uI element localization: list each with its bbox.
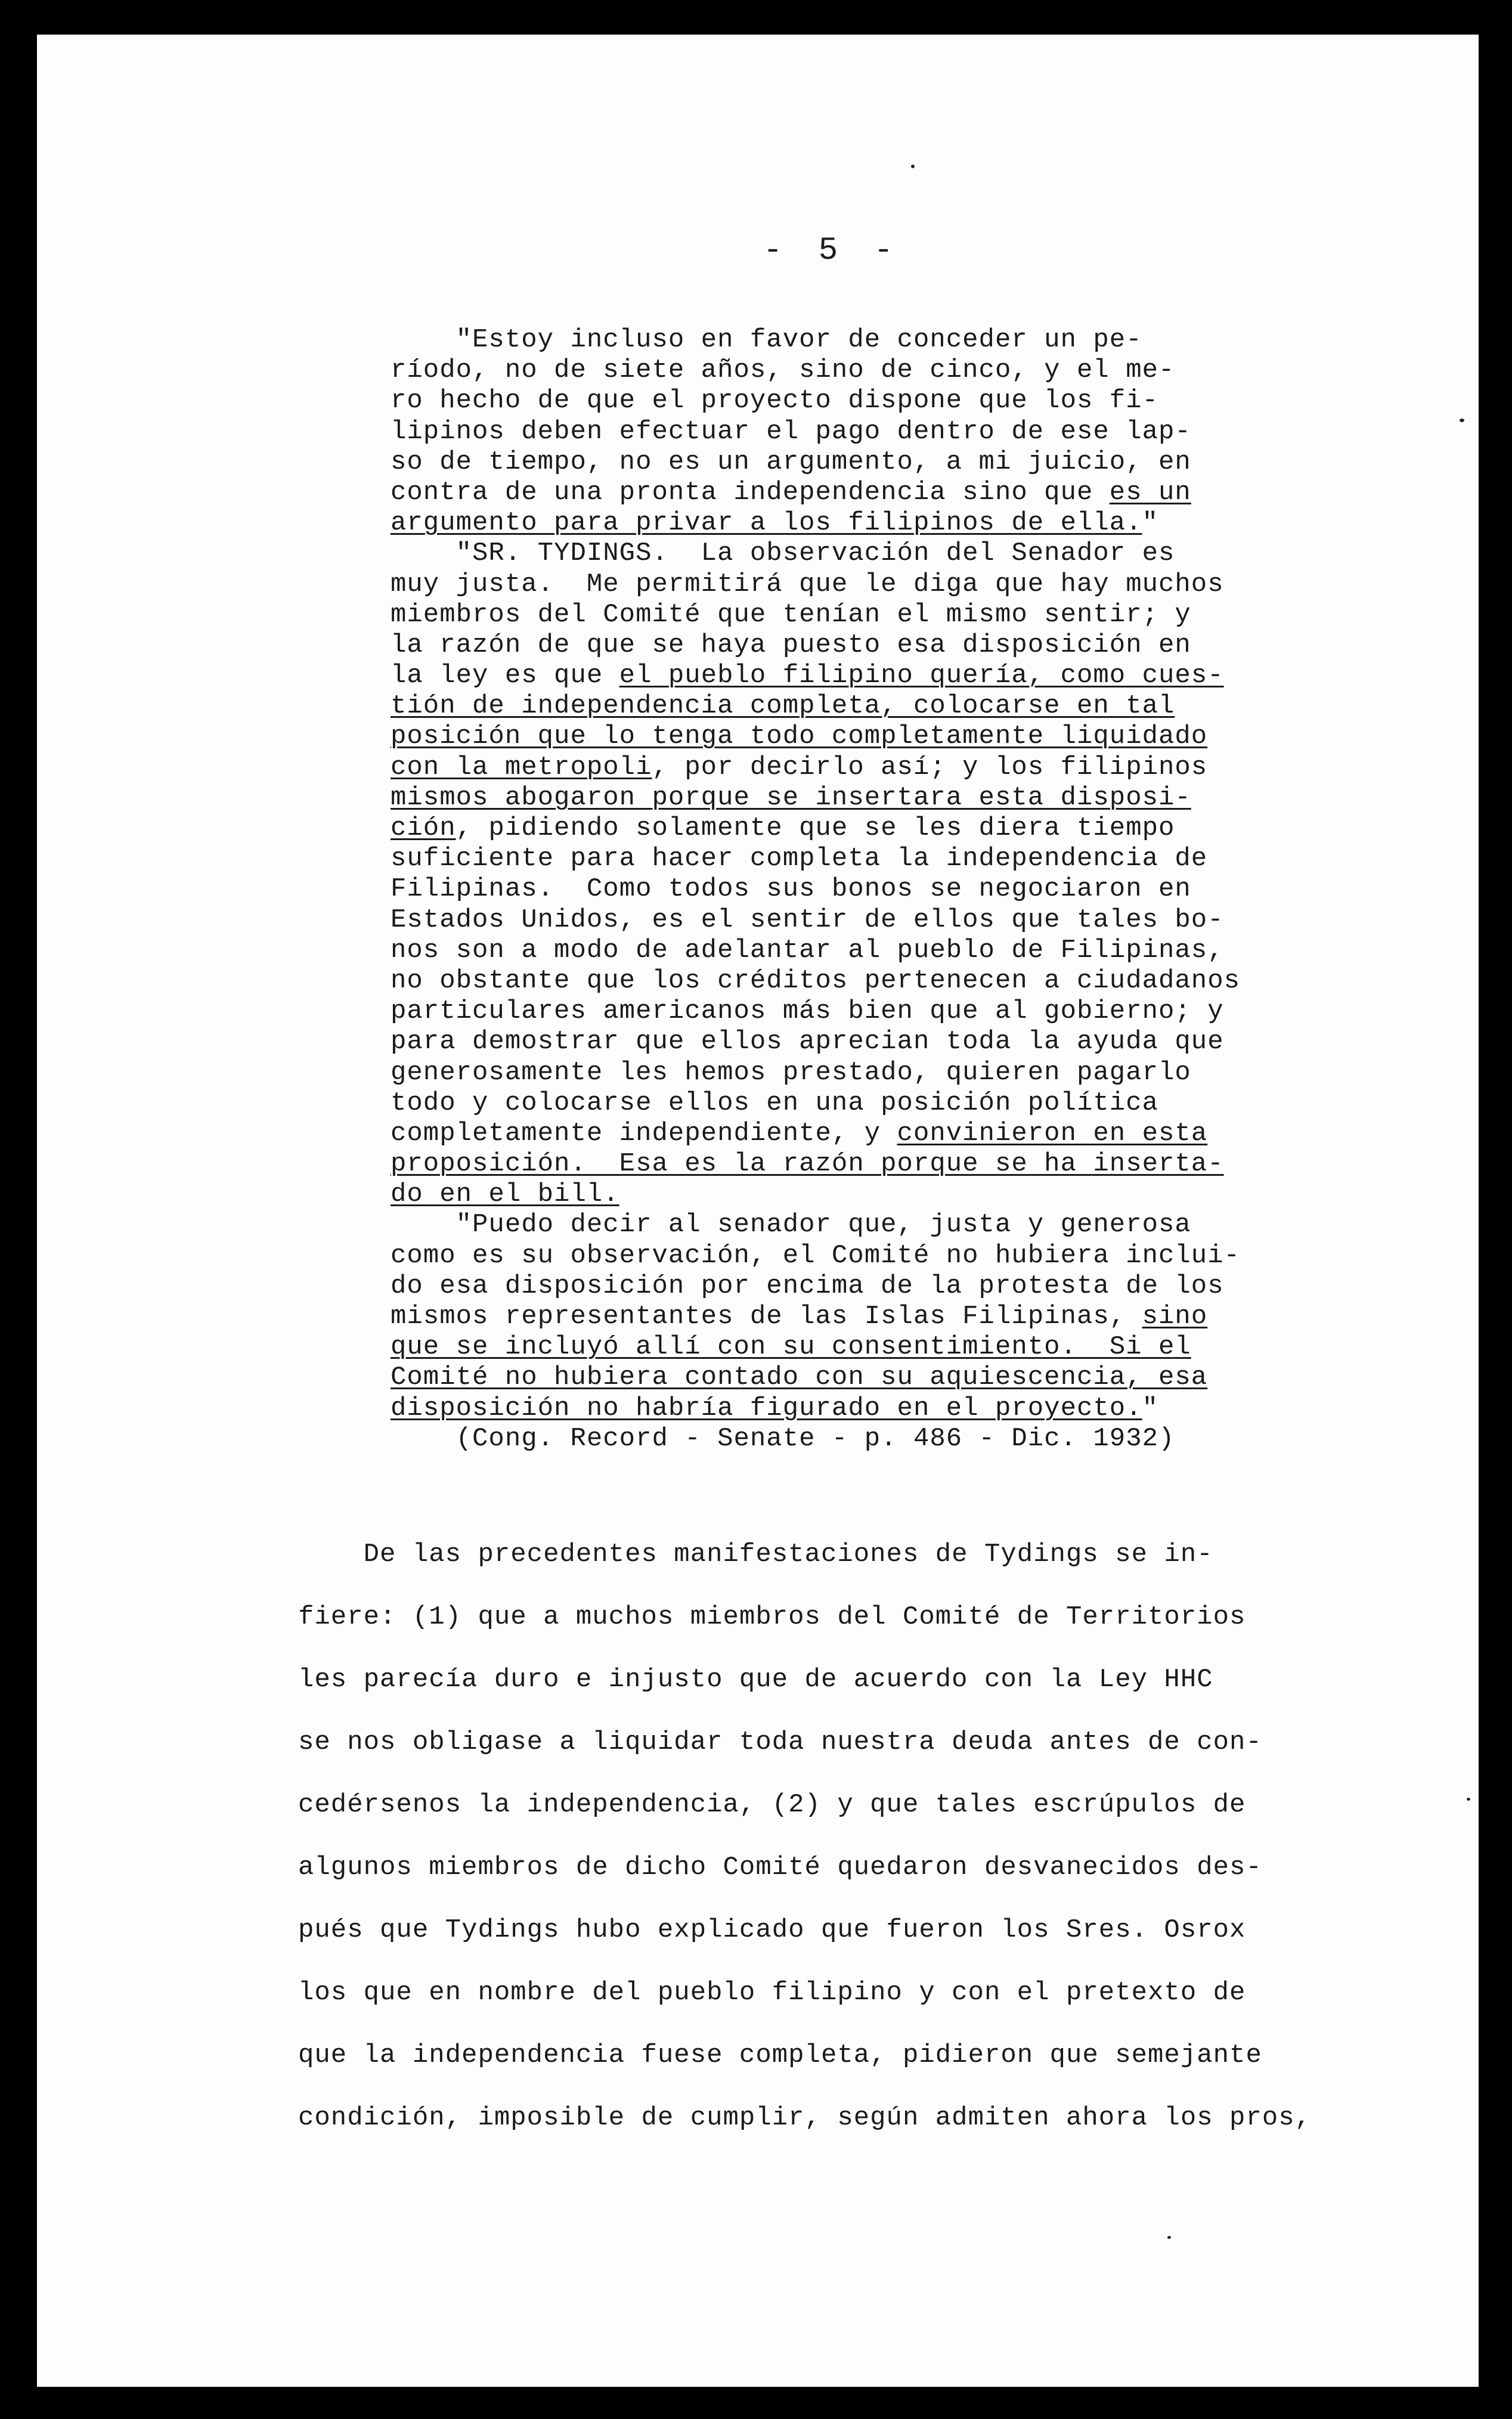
quote-line [391, 1302, 1333, 1332]
quote-line [391, 569, 1333, 600]
quote-line [391, 355, 1333, 386]
underlined-text: que se incluyó allí con su consentimiento. Si el [391, 1332, 1191, 1362]
quote-text: contra de una pronta independencia sino que [391, 477, 1110, 507]
quote-line [391, 447, 1333, 478]
body-line: De las precedentes manifestaciones de Tydings se in- [298, 1540, 1213, 1569]
underlined-text: Comité no hubiera contado con su aquiescencia, esa [391, 1362, 1208, 1393]
quote-line [391, 1241, 1333, 1271]
underlined-text: sino [1142, 1302, 1208, 1331]
quote-text: no obstante que los créditos pertenecen a ciudadanos [391, 965, 1241, 996]
body-line: condición, imposible de cumplir, según admiten ahora los pros, [298, 2103, 1312, 2133]
body-line: se nos obligase a liquidar toda nuestra deuda antes de con- [298, 1727, 1262, 1757]
quote-line [391, 325, 1333, 355]
underlined-text: disposición no habría figurado en el proyecto. [391, 1393, 1142, 1423]
body-paragraph [298, 1523, 1359, 2149]
quote-line [391, 936, 1333, 966]
quote-line [391, 752, 1333, 783]
page-number: - 5 - [763, 233, 902, 269]
body-line: fiere: (1) que a muchos miembros del Comité de Territorios [298, 1602, 1246, 1632]
quote-text: "Estoy incluso en favor de conceder un pe- [391, 325, 1142, 355]
quote-line [391, 386, 1333, 416]
quote-text: do esa disposición por encima de la protesta de los [391, 1271, 1224, 1301]
quote-text: "Puedo decir al senador que, justa y generosa [391, 1210, 1191, 1240]
underlined-text: argumento para privar a los filipinos de ella. [391, 508, 1142, 538]
quote-text: "SR. TYDINGS. La observación del Senador es [391, 538, 1175, 569]
quote-text: la ley es que [391, 661, 619, 691]
quote-line [391, 691, 1333, 721]
quote-line [391, 1210, 1333, 1240]
underlined-text: con la metropoli [391, 752, 652, 782]
quote-line [391, 661, 1333, 691]
quote-line [391, 1027, 1333, 1057]
quote-text: nos son a modo de adelantar al pueblo de Filipinas, [391, 935, 1224, 965]
underlined-text: ción [391, 813, 456, 843]
quote-line [391, 1271, 1333, 1302]
quote-text: so de tiempo, no es un argumento, a mi juicio, en [391, 447, 1191, 477]
quote-line [391, 1119, 1333, 1149]
quote-line [391, 1393, 1333, 1424]
quote-text: la razón de que se haya puesto esa disposición en [391, 630, 1191, 660]
quote-line [391, 478, 1333, 508]
body-line: pués que Tydings hubo explicado que fueron los Sres. Osrox [298, 1915, 1246, 1945]
quote-text: lipinos deben efectuar el pago dentro de ese lap- [391, 416, 1191, 447]
quote-line [391, 600, 1333, 630]
quote-text: particulares americanos más bien que al gobierno; y [391, 996, 1224, 1027]
quote-line [391, 538, 1333, 569]
quote-text: (Cong. Record - Senate - p. 486 - Dic. 1932) [391, 1423, 1175, 1454]
quote-line [391, 1424, 1333, 1454]
underlined-text: posición que lo tenga todo completamente liquidado [391, 721, 1208, 752]
quote-line [391, 874, 1333, 905]
quote-text: Estados Unidos, es el sentir de ellos que tales bo- [391, 905, 1224, 935]
underlined-text: el pueblo filipino quería, como cues- [619, 661, 1224, 691]
quote-text: mismos representantes de las Islas Filipinas, [391, 1302, 1142, 1331]
quote-line [391, 630, 1333, 661]
body-line: cedérsenos la independencia, (2) y que tales escrúpulos de [298, 1790, 1246, 1820]
quote-line [391, 844, 1333, 874]
quote-line [391, 905, 1333, 936]
quote-line [391, 1362, 1333, 1393]
quote-line [391, 417, 1333, 447]
quote-text: como es su observación, el Comité no hubiera inclui- [391, 1240, 1241, 1271]
quote-text: ríodo, no de siete años, sino de cinco, y el me- [391, 355, 1175, 386]
quote-line [391, 508, 1333, 538]
body-line: los que en nombre del pueblo filipino y con el pretexto de [298, 1978, 1246, 2008]
quote-line [391, 1149, 1333, 1179]
senate-quote-block [391, 325, 1333, 1454]
quote-line [391, 813, 1333, 844]
body-line: que la independencia fuese completa, pidieron que semejante [298, 2040, 1262, 2070]
quote-text: " [1142, 1393, 1159, 1423]
underlined-text: proposición. Esa es la razón porque se ha inserta- [391, 1149, 1224, 1179]
quote-line [391, 996, 1333, 1027]
body-line: algunos miembros de dicho Comité quedaron desvanecidos des- [298, 1853, 1262, 1882]
quote-text: completamente independiente, y [391, 1118, 897, 1148]
body-line: les parecía duro e injusto que de acuerdo con la Ley HHC [298, 1665, 1213, 1695]
quote-text: suficiente para hacer completa la independencia de [391, 844, 1208, 874]
quote-text: todo y colocarse ellos en una posición política [391, 1088, 1159, 1118]
quote-text: ro hecho de que el proyecto dispone que los fi- [391, 386, 1159, 416]
quote-line [391, 1179, 1333, 1210]
quote-text: " [1142, 508, 1159, 538]
quote-line [391, 1332, 1333, 1362]
underlined-text: tión de independencia completa, colocarse en tal [391, 691, 1175, 721]
quote-line [391, 721, 1333, 752]
underlined-text: convinieron en esta [897, 1118, 1208, 1148]
quote-text: muy justa. Me permitirá que le diga que hay muchos [391, 569, 1224, 599]
quote-text: generosamente les hemos prestado, quieren pagarlo [391, 1057, 1191, 1088]
quote-text: , por decirlo así; y los filipinos [652, 752, 1208, 782]
quote-text: miembros del Comité que tenían el mismo sentir; y [391, 599, 1191, 630]
quote-line [391, 1088, 1333, 1119]
quote-line [391, 966, 1333, 996]
quote-line [391, 783, 1333, 813]
underlined-text: do en el bill. [391, 1179, 619, 1210]
quote-text: para demostrar que ellos aprecian toda la ayuda que [391, 1027, 1224, 1057]
quote-text: , pidiendo solamente que se les diera tiempo [456, 813, 1175, 843]
quote-line [391, 1058, 1333, 1088]
quote-text: Filipinas. Como todos sus bonos se negociaron en [391, 874, 1191, 905]
underlined-text: mismos abogaron porque se insertara esta disposi- [391, 782, 1191, 813]
underlined-text: es un [1109, 477, 1191, 507]
